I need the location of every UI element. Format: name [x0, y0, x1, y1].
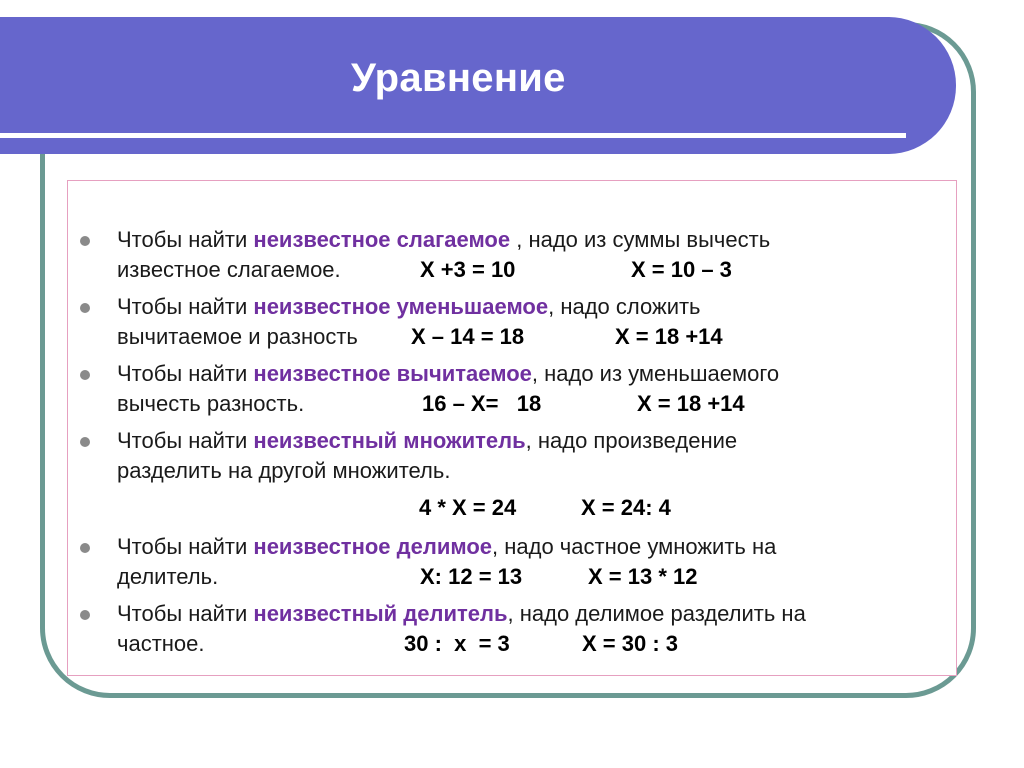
- rule-term: неизвестное делимое: [253, 534, 493, 559]
- rule-prefix: Чтобы найти: [117, 294, 254, 319]
- rule-5-formula-b: Х = 13 * 12: [588, 564, 698, 589]
- rule-5-formula-a: Х: 12 = 13: [420, 564, 523, 589]
- rule-3-formula-a: 16 – Х= 18: [422, 391, 542, 416]
- rule-2-formula-a: Х – 14 = 18: [411, 324, 525, 349]
- rule-6-formula-b: Х = 30 : 3: [582, 631, 679, 656]
- rule-term: неизвестное уменьшаемое: [253, 294, 549, 319]
- rule-suffix: , надо частное умножить на: [492, 534, 777, 559]
- rule-6-line-1: [117, 601, 806, 627]
- rule-4-formula-b: Х = 24: 4: [581, 495, 671, 520]
- rule-suffix: , надо сложить: [548, 294, 701, 319]
- rule-3-line-1: [117, 361, 779, 387]
- rule-prefix: Чтобы найти: [117, 601, 254, 626]
- rule-1-formula-a: Х +3 = 10: [420, 257, 516, 282]
- rule-term: неизвестный делитель: [253, 601, 508, 626]
- rule-prefix: Чтобы найти: [117, 534, 254, 559]
- bullet-icon: [80, 370, 90, 380]
- rule-suffix: , надо произведение: [525, 428, 738, 453]
- rule-1-formula-b: Х = 10 – 3: [631, 257, 732, 282]
- rule-4-line-2: разделить на другой множитель.: [117, 458, 451, 483]
- rule-5-line-1: [117, 534, 776, 560]
- rule-4-formula-a: 4 * Х = 24: [419, 495, 517, 520]
- rule-prefix: Чтобы найти: [117, 428, 254, 453]
- rule-3-line-2: вычесть разность.: [117, 391, 305, 416]
- bullet-icon: [80, 303, 90, 313]
- rule-term: неизвестное вычитаемое: [253, 361, 532, 386]
- rule-1-line-2: известное слагаемое.: [117, 257, 341, 282]
- rule-5-line-2: делитель.: [117, 564, 219, 589]
- banner-divider: [0, 133, 906, 138]
- rule-term: неизвестный множитель: [253, 428, 526, 453]
- rule-suffix: , надо из суммы вычесть: [510, 227, 771, 252]
- bullet-icon: [80, 437, 90, 447]
- rule-2-line-1: [117, 294, 701, 320]
- bullet-icon: [80, 543, 90, 553]
- bullet-icon: [80, 236, 90, 246]
- bullet-icon: [80, 610, 90, 620]
- rule-6-formula-a: 30 : х = 3: [404, 631, 510, 656]
- rule-3-formula-b: Х = 18 +14: [637, 391, 745, 416]
- rule-prefix: Чтобы найти: [117, 227, 254, 252]
- slide-title: Уравнение: [351, 56, 566, 100]
- rule-1-line-1: [117, 227, 770, 253]
- rule-prefix: Чтобы найти: [117, 361, 254, 386]
- rule-suffix: , надо из уменьшаемого: [531, 361, 780, 386]
- rule-6-line-2: частное.: [117, 631, 205, 656]
- rule-2-formula-b: Х = 18 +14: [615, 324, 723, 349]
- rule-4-line-1: [117, 428, 737, 454]
- rule-term: неизвестное слагаемое: [253, 227, 511, 252]
- rule-2-line-2: вычитаемое и разность: [117, 324, 358, 349]
- rule-suffix: , надо делимое разделить на: [507, 601, 806, 626]
